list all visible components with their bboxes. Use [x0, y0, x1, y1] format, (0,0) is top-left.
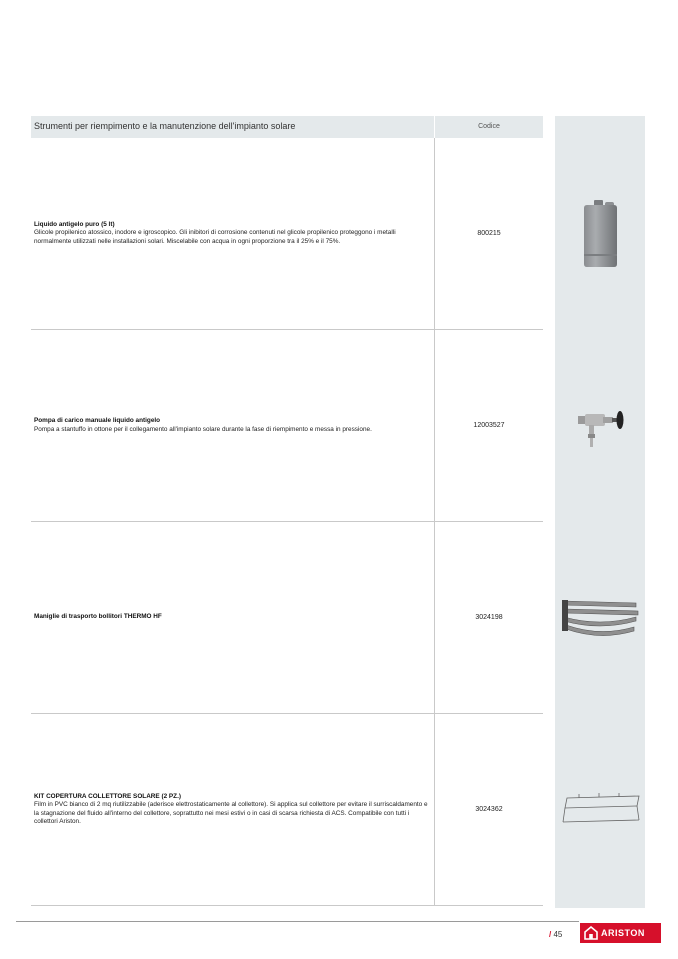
- ariston-mark-icon: [584, 926, 598, 940]
- product-code: 3024362: [475, 806, 503, 813]
- table-row: [31, 330, 543, 522]
- product-image: [555, 522, 645, 714]
- product-description: Film in PVC bianco di 2 mq riutilizzabile (aderisce elettrostaticamente al collettore). Si applica sul collettore per evitare il surriscaldamento e la stagnazione del fluido all'interno del collettore, soprattutto nei mesi estivi o in casi di scarsa richiesta di ACS. Compatibile con tutti i collettori Ariston.: [34, 801, 428, 825]
- table-row: [31, 522, 543, 714]
- jerrycan-icon: [580, 198, 620, 270]
- product-image: [555, 330, 645, 522]
- page-number: [549, 930, 562, 939]
- collector-cover-icon: [559, 790, 641, 830]
- footer-divider: [16, 921, 579, 922]
- page-number-value: 45: [553, 930, 563, 939]
- product-code: 800215: [477, 230, 501, 237]
- straps-icon: [560, 597, 640, 639]
- product-description: Glicole propilenico atossico, inodore e igroscopico. Gli inibitori di corrosione contenuti nel glicole propilenico proteggono i metalli normalmente utilizzati nelle installazioni solari. Miscelabile con acqua in ogni proporzione tra il 25% e il 75%.: [34, 229, 396, 245]
- product-code: 3024198: [475, 614, 503, 621]
- table-header: [31, 116, 543, 138]
- product-title: Liquido antigelo puro (5 lt): [34, 220, 115, 228]
- brand-name: ARISTON: [601, 928, 645, 938]
- product-description: Pompa a stantuffo in ottone per il collegamento all'impianto solare durante la fase di riempimento e messa in pressione.: [34, 425, 372, 433]
- hand-pump-icon: [575, 402, 625, 450]
- header-code: Codice: [478, 123, 500, 130]
- product-title: Maniglie di trasporto bollitori THERMO HF: [34, 613, 162, 621]
- product-title: Pompa di carico manuale liquido antigelo: [34, 417, 161, 425]
- product-code: 12003527: [473, 422, 505, 429]
- table-row: [31, 714, 543, 906]
- ariston-logo: [580, 923, 661, 943]
- table-row: [31, 138, 543, 330]
- product-image: [555, 138, 645, 330]
- product-title: KIT COPERTURA COLLETTORE SOLARE (2 PZ.): [34, 792, 181, 800]
- product-image: [555, 714, 645, 906]
- header-description: Strumenti per riempimento e la manutenzione dell'impianto solare: [34, 121, 296, 131]
- page-slash: /: [549, 930, 552, 939]
- accessories-table: [31, 116, 543, 906]
